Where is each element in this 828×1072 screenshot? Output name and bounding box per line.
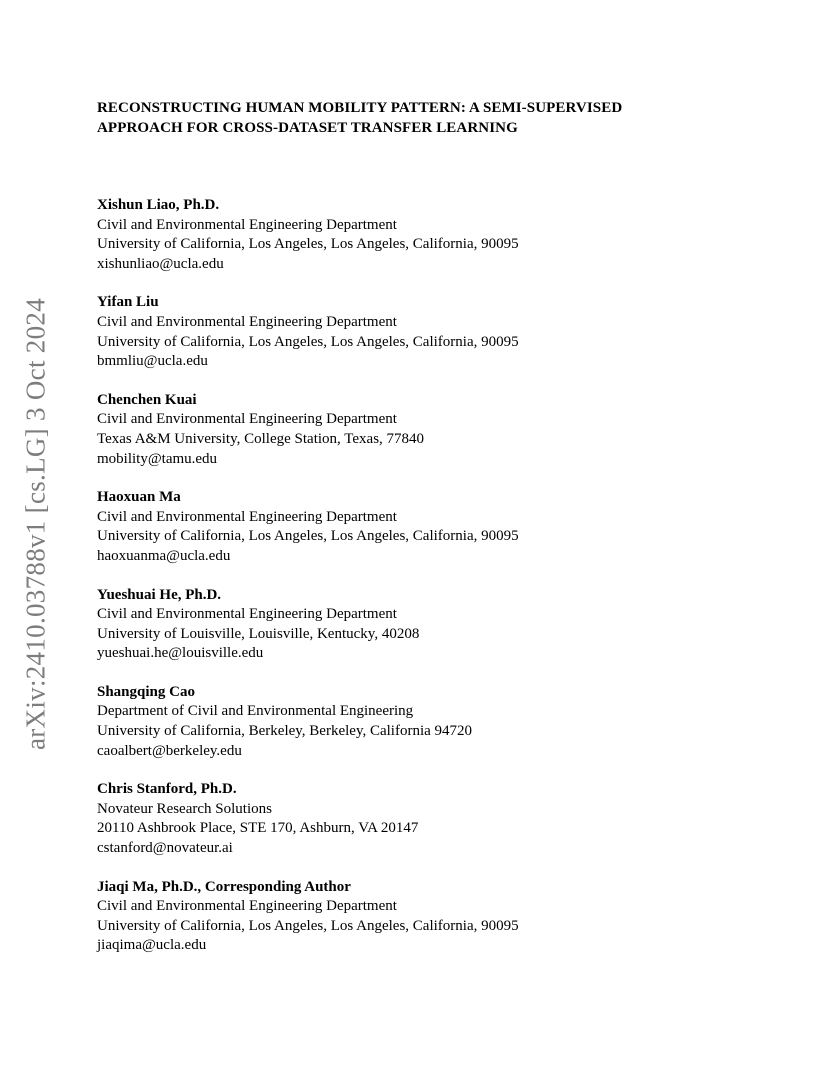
arxiv-identifier-stamp: arXiv:2410.03788v1 [cs.LG] 3 Oct 2024: [20, 297, 51, 751]
author-block: [97, 196, 777, 274]
author-name: Jiaqi Ma, Ph.D., Corresponding Author: [97, 878, 351, 895]
author-email[interactable]: bmmliu@ucla.edu: [97, 353, 208, 370]
paper-title-line-2: APPROACH FOR CROSS-DATASET TRANSFER LEARNING: [97, 120, 518, 136]
author-department: Department of Civil and Environmental Engineering: [97, 703, 414, 720]
author-department: Civil and Environmental Engineering Department: [97, 313, 397, 330]
paper-title-line-1: RECONSTRUCTING HUMAN MOBILITY PATTERN: A SEMI-SUPERVISED: [97, 100, 623, 116]
author-name: Chenchen Kuai: [97, 391, 197, 408]
author-name: Shangqing Cao: [97, 683, 195, 700]
author-email[interactable]: caoalbert@berkeley.edu: [97, 742, 242, 759]
author-name: Yifan Liu: [97, 294, 159, 311]
author-email[interactable]: haoxuanma@ucla.edu: [97, 547, 231, 564]
author-institution: Texas A&M University, College Station, Texas, 77840: [97, 430, 425, 447]
paper-title: [97, 98, 737, 138]
author-name: Xishun Liao, Ph.D.: [97, 197, 220, 213]
author-institution: University of Louisville, Louisville, Kentucky, 40208: [97, 625, 420, 642]
author-block: [97, 683, 777, 761]
author-institution: University of California, Los Angeles, Los Angeles, California, 90095: [97, 333, 519, 350]
author-email[interactable]: cstanford@novateur.ai: [97, 840, 233, 857]
author-institution: University of California, Los Angeles, Los Angeles, California, 90095: [97, 917, 519, 934]
author-name: Yueshuai He, Ph.D.: [97, 586, 222, 603]
author-email[interactable]: xishunliao@ucla.edu: [97, 255, 224, 272]
author-name: Chris Stanford, Ph.D.: [97, 781, 237, 798]
author-institution: University of California, Berkeley, Berkeley, California 94720: [97, 723, 473, 740]
author-list: [97, 196, 777, 975]
author-institution: University of California, Los Angeles, Los Angeles, California, 90095: [97, 236, 519, 253]
author-block: [97, 293, 777, 371]
author-email[interactable]: yueshuai.he@louisville.edu: [97, 645, 264, 662]
author-department: Civil and Environmental Engineering Department: [97, 606, 397, 623]
author-department: Civil and Environmental Engineering Department: [97, 508, 397, 525]
author-block: [97, 391, 777, 469]
author-block: [97, 780, 777, 858]
author-block: [97, 878, 777, 956]
author-block: [97, 586, 777, 664]
author-email[interactable]: jiaqima@ucla.edu: [97, 937, 207, 954]
author-department: Civil and Environmental Engineering Department: [97, 216, 397, 233]
author-institution: University of California, Los Angeles, Los Angeles, California, 90095: [97, 528, 519, 545]
author-email[interactable]: mobility@tamu.edu: [97, 450, 218, 467]
author-block: [97, 488, 777, 566]
author-department: Civil and Environmental Engineering Department: [97, 411, 397, 428]
author-institution: 20110 Ashbrook Place, STE 170, Ashburn, VA 20147: [97, 820, 419, 837]
author-department: Novateur Research Solutions: [97, 800, 272, 817]
author-name: Haoxuan Ma: [97, 489, 181, 506]
author-department: Civil and Environmental Engineering Department: [97, 898, 397, 915]
